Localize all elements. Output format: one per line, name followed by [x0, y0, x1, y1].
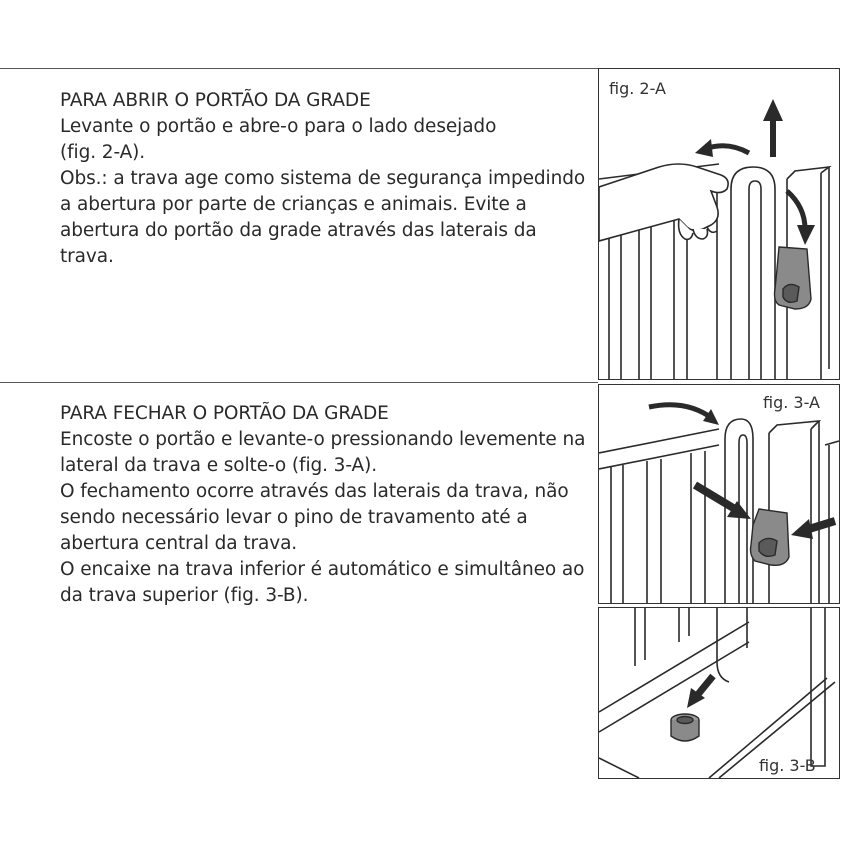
figure-3b-illustration — [599, 608, 839, 778]
section-close-line: O encaixe na trava inferior é automático e simultâneo ao — [60, 559, 585, 580]
section-open-line: abertura do portão da grade através das laterais da — [60, 220, 537, 241]
figure-3b-label: fig. 3-B — [759, 756, 816, 775]
figure-3a — [598, 384, 840, 604]
section-open-line: (fig. 2-A). — [60, 142, 146, 163]
section-close-line: da trava superior (fig. 3-B). — [60, 585, 309, 606]
figure-3b — [598, 607, 840, 779]
section-close-line: Encoste o portão e levante-o pressionando levemente na — [60, 429, 586, 450]
section-open-line: Levante o portão e abre-o para o lado desejado — [60, 116, 497, 137]
figure-3a-label: fig. 3-A — [763, 393, 820, 412]
figure-2a-illustration — [599, 69, 839, 379]
figure-2a — [598, 68, 840, 380]
section-close-line: sendo necessário levar o pino de travamento até a — [60, 507, 528, 528]
section-close-heading: PARA FECHAR O PORTÃO DA GRADE — [60, 403, 389, 424]
section-open-line: trava. — [60, 246, 114, 267]
section-close-instructions — [60, 401, 600, 609]
section-close-line: abertura central da trava. — [60, 533, 298, 554]
section-open-heading: PARA ABRIR O PORTÃO DA GRADE — [60, 90, 371, 111]
section-open-instructions — [60, 88, 600, 270]
section-open-line: a abertura por parte de crianças e animais. Evite a — [60, 194, 527, 215]
figure-3a-illustration — [599, 385, 839, 603]
top-rule — [0, 68, 598, 69]
section-close-line: lateral da trava e solte-o (fig. 3-A). — [60, 455, 377, 476]
middle-rule — [0, 382, 598, 383]
section-close-line: O fechamento ocorre através das laterais da trava, não — [60, 481, 569, 502]
section-open-line: Obs.: a trava age como sistema de segurança impedindo — [60, 168, 586, 189]
figure-2a-label: fig. 2-A — [609, 79, 666, 98]
